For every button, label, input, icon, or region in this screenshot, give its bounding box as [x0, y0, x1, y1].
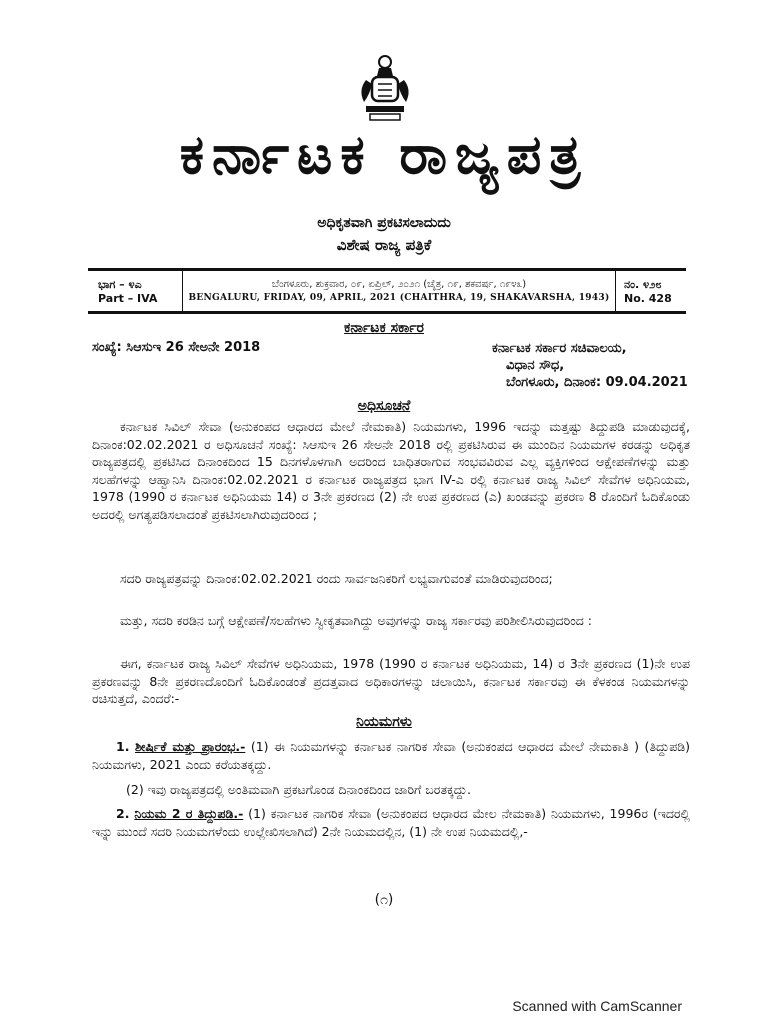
- rule-1-heading: ಶೀರ್ಷಿಕೆ ಮತ್ತು ಪ್ರಾರಂಭ.-: [134, 739, 246, 754]
- preamble-paragraph-3: ಮತ್ತು, ಸದರಿ ಕರಡಿನ ಬಗ್ಗೆ ಆಕ್ಷೇಪಣೆ/ಸಲಹೆಗಳು ಸ್ವೀಕೃತವಾಗಿದ್ದು ಅವುಗಳನ್ನು ರಾಜ್ಯ ಸರ್ಕಾರವು ಪರಿಶೀಲಿಸಿರುವುದರಿಂದ :: [120, 613, 593, 628]
- number-english: No. 428: [624, 291, 672, 305]
- enacting-paragraph: ಈಗ, ಕರ್ನಾಟಕ ರಾಜ್ಯ ಸಿವಿಲ್ ಸೇವೆಗಳ ಅಧಿನಿಯಮ, 1978 (1990 ರ ಕರ್ನಾಟಕ ಅಧಿನಿಯಮ, 14) ರ 3ನೇ ಪ್ರಕರಣದ (1)ನೇ ಉಪ ಪ್ರಕರಣವನ್ನು 8ನೇ ಪ್ರಕರಣದೊಂದಿಗೆ ಓದಿಕೊಂಡಂತೆ ಪ್ರದತ್ತವಾದ ಅಧಿಕಾರಗಳನ್ನು ಚಲಾಯಿಸಿ, ಕರ್ನಾಟಕ ಸರ್ಕಾರವು ಈ ಕೆಳಕಂಡ ನಿಯಮಗಳನ್ನು ರಚಿಸುತ್ತದೆ, ಎಂದರೆ:-: [92, 656, 690, 707]
- secretariat-address: [492, 340, 702, 391]
- scanner-watermark: Scanned with CamScanner: [512, 998, 682, 1014]
- number-cell: [616, 271, 686, 311]
- reference-number: ಸಂಖ್ಯೆ: ಸಿಆಸುಇ 26 ಸೇಅನೇ 2018: [92, 340, 261, 355]
- gazette-info-bar: [88, 268, 686, 314]
- address-line-1: ಕರ್ನಾಟಕ ಸರ್ಕಾರ ಸಚಿವಾಲಯ,: [492, 341, 627, 356]
- date-english: BENGALURU, FRIDAY, 09, APRIL, 2021 (CHAITHRA, 19, SHAKAVARSHA, 1943): [188, 293, 610, 303]
- notification-heading: ಅಧಿಸೂಚನೆ: [357, 398, 411, 414]
- government-heading: ಕರ್ನಾಟಕ ಸರ್ಕಾರ: [344, 320, 424, 336]
- rule-2-text: (1) ಕರ್ನಾಟಕ ನಾಗರಿಕ ಸೇವಾ (ಅನುಕಂಪದ ಆಧಾರದ ಮೇಲ ನೇಮಕಾತಿ) ನಿಯಮಗಳು, 1996ರ (ಇದರಲ್ಲಿ ಇನ್ನು ಮುಂದೆ ಸದರಿ ನಿಯಮಗಳೆಂದು ಉಲ್ಲೇಖಿಸಲಾಗಿದೆ) 2ನೇ ನಿಯಮದಲ್ಲಿನ, (1) ನೇ ಉಪ ನಿಯಮದಲ್ಲಿ,-: [92, 806, 690, 839]
- rules-heading: ನಿಯಮಗಳು: [356, 714, 412, 730]
- rule-1-number: 1.: [116, 739, 130, 754]
- page-number: (೧): [374, 892, 394, 908]
- address-line-3: ಬೆಂಗಳೂರು, ದಿನಾಂಕ: 09.04.2021: [506, 375, 688, 390]
- rule-2-number: 2.: [116, 806, 130, 821]
- rule-2-heading: ನಿಯಮ 2 ರ ತಿದ್ದುಪಡಿ.-: [134, 806, 244, 821]
- address-line-2: ವಿಧಾನ ಸೌಧ,: [506, 358, 565, 373]
- part-english: Part – IVA: [98, 291, 158, 305]
- part-kannada: ಭಾಗ – ೪ಎ: [98, 277, 142, 291]
- date-kannada: ಬೆಂಗಳೂರು, ಶುಕ್ರವಾರ, ೦೯, ಏಪ್ರಿಲ್, ೨೦೨೧ (ಚೈತ್ರ, ೧೯, ಶಕವರ್ಷ, ೧೯೪೩): [271, 279, 527, 290]
- part-cell: [88, 271, 183, 311]
- rule-1-text: (1) ಈ ನಿಯಮಗಳನ್ನು ಕರ್ನಾಟಕ ನಾಗರಿಕ ಸೇವಾ (ಅನುಕಂಪದ ಆಧಾರದ ಮೇಲೆ ನೇಮಕಾತಿ ) (ತಿದ್ದುಪಡಿ) ನಿಯಮಗಳು, 2021 ಎಂದು ಕರೆಯತಕ್ಕದ್ದು.: [92, 739, 690, 772]
- preamble-paragraph-2: ಸದರಿ ರಾಜ್ಯಪತ್ರವನ್ನು ದಿನಾಂಕ:02.02.2021 ರಂದು ಸಾರ್ವಜನಿಕರಿಗೆ ಲಭ್ಯವಾಗುವಂತೆ ಮಾಡಿರುವುದರಿಂದ;: [120, 571, 553, 586]
- rule-1-subclause-2: (2) ಇವು ರಾಜ್ಯಪತ್ರದಲ್ಲಿ ಅಂತಿಮವಾಗಿ ಪ್ರಕಟಗೊಂಡ ದಿನಾಂಕದಿಂದ ಜಾರಿಗೆ ಬರತಕ್ಕದ್ದು.: [126, 782, 471, 797]
- masthead-edition: ವಿಶೇಷ ರಾಜ್ಯ ಪತ್ರಿಕೆ: [336, 236, 432, 254]
- number-kannada: ನಂ. ೪೨೮: [624, 277, 662, 291]
- rule-2: [92, 805, 690, 840]
- masthead-title: ಕರ್ನಾಟಕ ರಾಜ್ಯಪತ್ರ: [179, 123, 589, 186]
- date-cell: [183, 271, 616, 311]
- karnataka-emblem-icon: [352, 50, 418, 124]
- preamble-paragraph-1: ಕರ್ನಾಟಕ ಸಿವಿಲ್ ಸೇವಾ (ಅನುಕಂಪದ ಆಧಾರದ ಮೇಲೆ ನೇಮಕಾತಿ) ನಿಯಮಗಳು, 1996 ಇದನ್ನು ಮತ್ತಷ್ಟು ತಿದ್ದುಪಡಿ ಮಾಡುವುದಕ್ಕೆ, ದಿನಾಂಕ:02.02.2021 ರ ಅಧಿಸೂಚನೆ ಸಂಖ್ಯೆ: ಸಿಆಸುಇ 26 ಸೇಅನೇ 2018 ರಲ್ಲಿ ಪ್ರಕಟಿಸಿರುವ ಈ ಮುಂದಿನ ನಿಯಮಗಳ ಕರಡನ್ನು ಅಧಿಕೃತ ರಾಜ್ಯಪತ್ರದಲ್ಲಿ ಪ್ರಕಟಿಸಿದ ದಿನಾಂಕದಿಂದ 15 ದಿನಗಳೊಳಗಾಗಿ ಅದರಿಂದ ಬಾಧಿತರಾಗುವ ಸಂಭವವಿರುವ ಎಲ್ಲ ವ್ಯಕ್ತಿಗಳಿಂದ ಆಕ್ಷೇಪಣೆಗಳನ್ನು ಮತ್ತು ಸಲಹೆಗಳನ್ನು ಆಹ್ವಾನಿಸಿ ದಿನಾಂಕ:02.02.2021 ರ ಕರ್ನಾಟಕ ರಾಜ್ಯಪತ್ರದ ಭಾಗ IV-ಎ ರಲ್ಲಿ ಕರ್ನಾಟಕ ರಾಜ್ಯ ಸಿವಿಲ್ ಸೇವೆಗಳ ಅಧಿನಿಯಮ, 1978 (1990 ರ ಕರ್ನಾಟಕ ಅಧಿನಿಯಮ 14) ರ 3ನೇ ಪ್ರಕರಣದ (2) ನೇ ಉಪ ಪ್ರಕರಣದ (ಎ) ಖಂಡವನ್ನು ಪ್ರಕರಣ 8 ರೊಂದಿಗೆ ಓದಿಕೊಂಡು ಅದರಲ್ಲಿ ಅಗತ್ಯಪಡಿಸಲಾದಂತೆ ಪ್ರಕಟಿಸಲಾಗಿರುವುದರಿಂದ ;: [92, 419, 690, 522]
- rule-1: [92, 738, 690, 773]
- masthead-subtitle: ಅಧಿಕೃತವಾಗಿ ಪ್ರಕಟಿಸಲಾದುದು: [317, 215, 451, 231]
